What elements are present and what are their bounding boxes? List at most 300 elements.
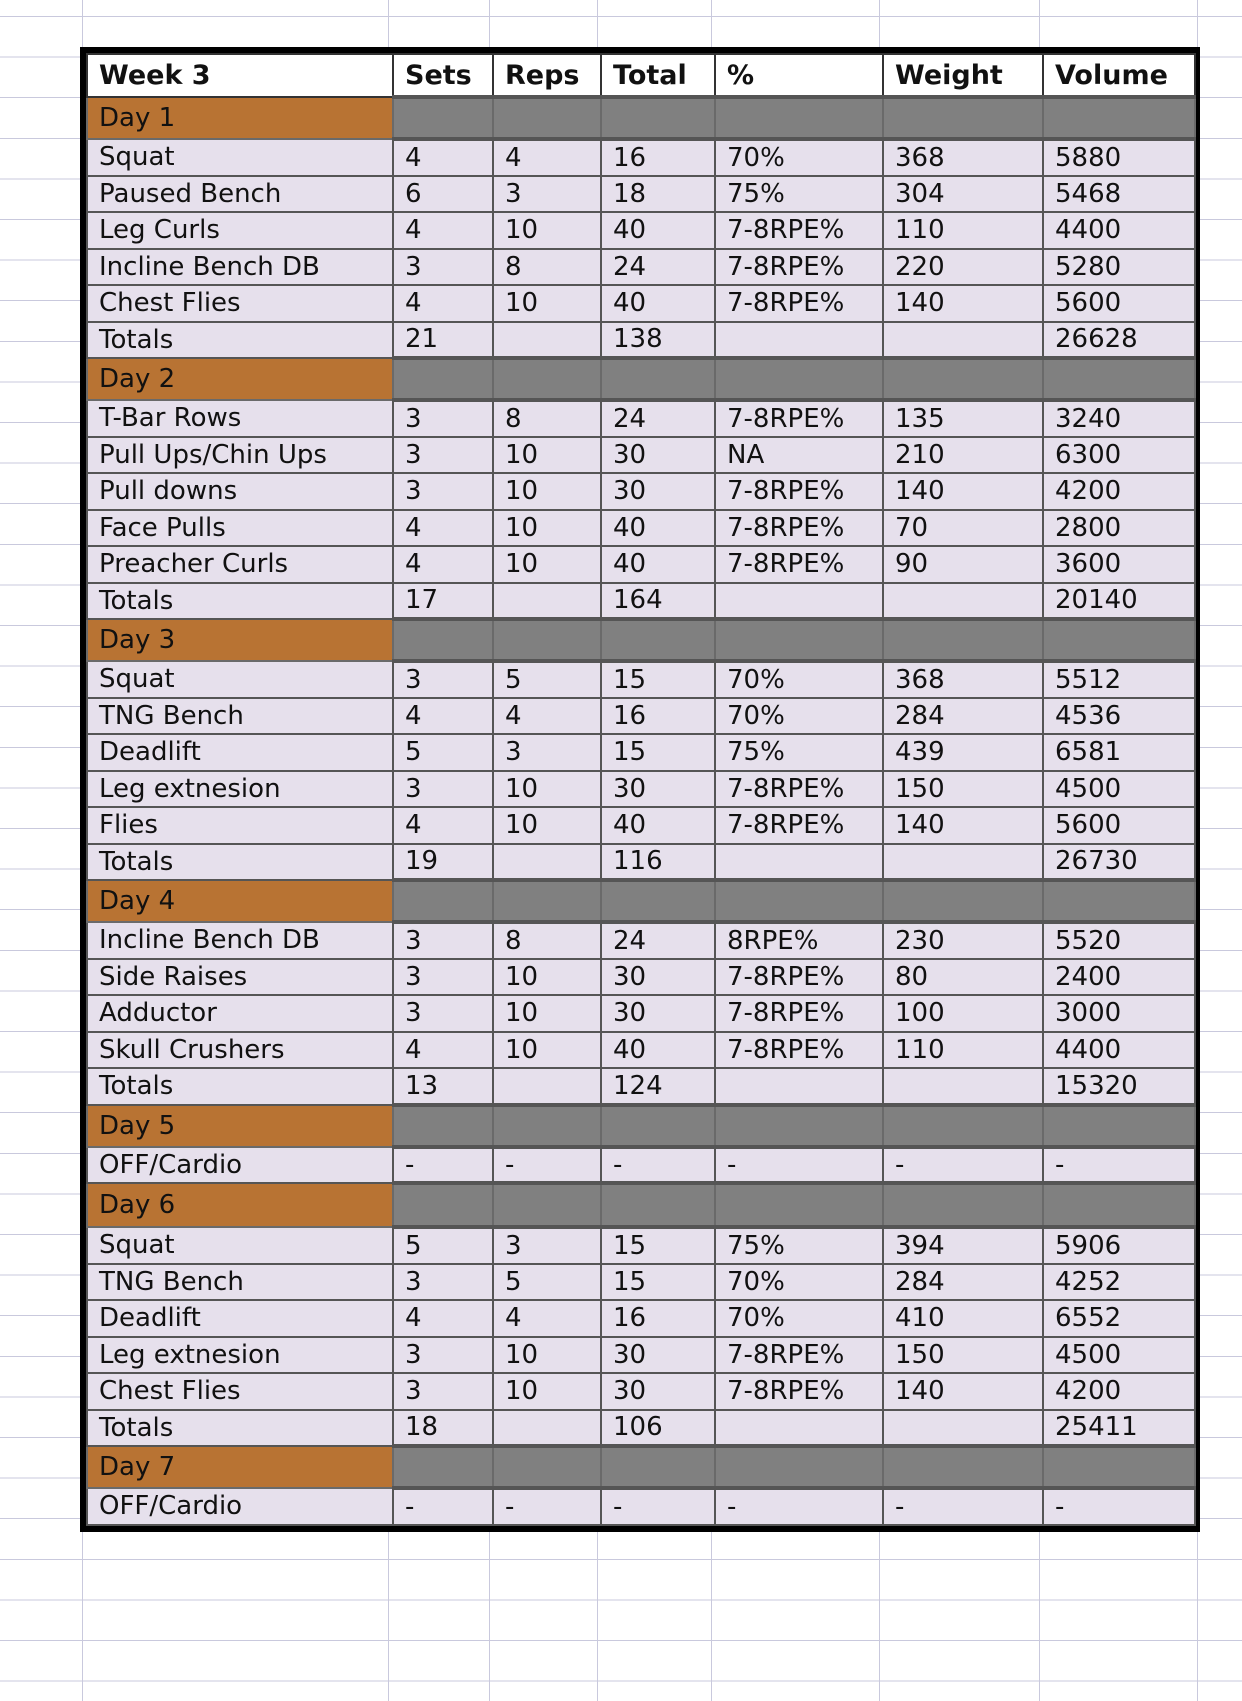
- percent-cell[interactable]: 7-8RPE%: [715, 212, 883, 249]
- table-row: [87, 1032, 1195, 1069]
- table-row: [87, 807, 1195, 844]
- day-fill-cell[interactable]: [883, 1105, 1043, 1147]
- reps-cell[interactable]: 3: [493, 1227, 601, 1264]
- table-row: [87, 1488, 1195, 1525]
- reps-cell[interactable]: [493, 583, 601, 620]
- sets-cell[interactable]: 19: [393, 844, 493, 881]
- weight-cell[interactable]: 439: [883, 734, 1043, 771]
- weight-cell[interactable]: 80: [883, 959, 1043, 996]
- percent-cell[interactable]: [715, 583, 883, 620]
- sets-cell[interactable]: 4: [393, 510, 493, 547]
- day-fill-cell[interactable]: [393, 1183, 493, 1227]
- total-cell[interactable]: 40: [601, 285, 715, 322]
- day-label[interactable]: Day 7: [87, 1446, 393, 1488]
- reps-cell[interactable]: 10: [493, 285, 601, 322]
- total-cell[interactable]: 124: [601, 1068, 715, 1105]
- day-fill-cell[interactable]: [601, 1105, 715, 1147]
- exercise-cell[interactable]: Deadlift: [87, 1300, 393, 1337]
- weight-cell[interactable]: 140: [883, 285, 1043, 322]
- header-percent[interactable]: %: [715, 54, 883, 97]
- totals-row: [87, 1410, 1195, 1447]
- percent-cell[interactable]: 7-8RPE%: [715, 400, 883, 437]
- weight-cell[interactable]: 140: [883, 473, 1043, 510]
- exercise-cell[interactable]: Totals: [87, 1068, 393, 1105]
- percent-cell[interactable]: 7-8RPE%: [715, 473, 883, 510]
- volume-cell[interactable]: 4400: [1043, 1032, 1195, 1069]
- day-fill-cell[interactable]: [883, 880, 1043, 922]
- weight-cell[interactable]: -: [883, 1488, 1043, 1525]
- total-cell[interactable]: 24: [601, 922, 715, 959]
- sets-cell[interactable]: 3: [393, 771, 493, 808]
- day-fill-cell[interactable]: [883, 1446, 1043, 1488]
- total-cell[interactable]: 30: [601, 995, 715, 1032]
- day-fill-cell[interactable]: [493, 1105, 601, 1147]
- table-row: [87, 139, 1195, 176]
- header-sets[interactable]: Sets: [393, 54, 493, 97]
- sets-cell[interactable]: 3: [393, 661, 493, 698]
- day-fill-cell[interactable]: [601, 880, 715, 922]
- exercise-cell[interactable]: Squat: [87, 139, 393, 176]
- percent-cell[interactable]: 75%: [715, 734, 883, 771]
- day-fill-cell[interactable]: [393, 97, 493, 139]
- volume-cell[interactable]: 5906: [1043, 1227, 1195, 1264]
- weight-cell[interactable]: 394: [883, 1227, 1043, 1264]
- header-weight[interactable]: Weight: [883, 54, 1043, 97]
- exercise-cell[interactable]: Side Raises: [87, 959, 393, 996]
- volume-cell[interactable]: 6552: [1043, 1300, 1195, 1337]
- volume-cell[interactable]: 3000: [1043, 995, 1195, 1032]
- day-fill-cell[interactable]: [393, 358, 493, 400]
- sets-cell[interactable]: 6: [393, 176, 493, 213]
- percent-cell[interactable]: -: [715, 1147, 883, 1184]
- total-cell[interactable]: 138: [601, 322, 715, 359]
- day-fill-cell[interactable]: [883, 358, 1043, 400]
- percent-cell[interactable]: 7-8RPE%: [715, 285, 883, 322]
- day-label[interactable]: Day 1: [87, 97, 393, 139]
- exercise-cell[interactable]: Skull Crushers: [87, 1032, 393, 1069]
- percent-cell[interactable]: 70%: [715, 661, 883, 698]
- day-fill-cell[interactable]: [715, 97, 883, 139]
- volume-cell[interactable]: 5520: [1043, 922, 1195, 959]
- table-row: [87, 661, 1195, 698]
- reps-cell[interactable]: [493, 1410, 601, 1447]
- header-volume[interactable]: Volume: [1043, 54, 1195, 97]
- exercise-cell[interactable]: Adductor: [87, 995, 393, 1032]
- day-fill-cell[interactable]: [493, 1446, 601, 1488]
- day-fill-cell[interactable]: [715, 880, 883, 922]
- total-cell[interactable]: -: [601, 1147, 715, 1184]
- volume-cell[interactable]: -: [1043, 1488, 1195, 1525]
- table-row: [87, 922, 1195, 959]
- total-cell[interactable]: 30: [601, 1373, 715, 1410]
- weight-cell[interactable]: 110: [883, 1032, 1043, 1069]
- weight-cell[interactable]: [883, 1068, 1043, 1105]
- reps-cell[interactable]: 8: [493, 400, 601, 437]
- exercise-cell[interactable]: Pull Ups/Chin Ups: [87, 437, 393, 474]
- exercise-cell[interactable]: Preacher Curls: [87, 546, 393, 583]
- reps-cell[interactable]: 10: [493, 995, 601, 1032]
- sets-cell[interactable]: 3: [393, 473, 493, 510]
- total-cell[interactable]: 15: [601, 1227, 715, 1264]
- percent-cell[interactable]: 7-8RPE%: [715, 771, 883, 808]
- volume-cell[interactable]: 26730: [1043, 844, 1195, 881]
- reps-cell[interactable]: 8: [493, 249, 601, 286]
- day-fill-cell[interactable]: [493, 880, 601, 922]
- volume-cell[interactable]: 4252: [1043, 1264, 1195, 1301]
- weight-cell[interactable]: 140: [883, 807, 1043, 844]
- table-row: [87, 1227, 1195, 1264]
- volume-cell[interactable]: 4400: [1043, 212, 1195, 249]
- volume-cell[interactable]: 4536: [1043, 698, 1195, 735]
- percent-cell[interactable]: 7-8RPE%: [715, 995, 883, 1032]
- volume-cell[interactable]: 25411: [1043, 1410, 1195, 1447]
- sets-cell[interactable]: 4: [393, 212, 493, 249]
- table-row: [87, 1300, 1195, 1337]
- weight-cell[interactable]: 230: [883, 922, 1043, 959]
- volume-cell[interactable]: 5600: [1043, 807, 1195, 844]
- total-cell[interactable]: 30: [601, 771, 715, 808]
- day-fill-cell[interactable]: [1043, 358, 1195, 400]
- reps-cell[interactable]: 10: [493, 546, 601, 583]
- percent-cell[interactable]: 7-8RPE%: [715, 546, 883, 583]
- exercise-cell[interactable]: TNG Bench: [87, 1264, 393, 1301]
- day-fill-cell[interactable]: [393, 880, 493, 922]
- total-cell[interactable]: 24: [601, 400, 715, 437]
- totals-row: [87, 583, 1195, 620]
- day-fill-cell[interactable]: [883, 97, 1043, 139]
- reps-cell[interactable]: 10: [493, 473, 601, 510]
- exercise-cell[interactable]: OFF/Cardio: [87, 1147, 393, 1184]
- volume-cell[interactable]: 5512: [1043, 661, 1195, 698]
- table-row: [87, 400, 1195, 437]
- weight-cell[interactable]: 284: [883, 698, 1043, 735]
- volume-cell[interactable]: 6300: [1043, 437, 1195, 474]
- volume-cell[interactable]: 2800: [1043, 510, 1195, 547]
- total-cell[interactable]: 40: [601, 807, 715, 844]
- reps-cell[interactable]: 4: [493, 698, 601, 735]
- table-row: [87, 510, 1195, 547]
- reps-cell[interactable]: 10: [493, 959, 601, 996]
- reps-cell[interactable]: 5: [493, 1264, 601, 1301]
- sets-cell[interactable]: 5: [393, 1227, 493, 1264]
- table-row: [87, 734, 1195, 771]
- exercise-cell[interactable]: Squat: [87, 661, 393, 698]
- day-label[interactable]: Day 5: [87, 1105, 393, 1147]
- exercise-cell[interactable]: Deadlift: [87, 734, 393, 771]
- exercise-cell[interactable]: Leg Curls: [87, 212, 393, 249]
- weight-cell[interactable]: 368: [883, 139, 1043, 176]
- total-cell[interactable]: 16: [601, 139, 715, 176]
- sets-cell[interactable]: 3: [393, 249, 493, 286]
- volume-cell[interactable]: 4500: [1043, 1337, 1195, 1374]
- day-label[interactable]: Day 6: [87, 1183, 393, 1227]
- sets-cell[interactable]: 21: [393, 322, 493, 359]
- weight-cell[interactable]: 210: [883, 437, 1043, 474]
- weight-cell[interactable]: [883, 844, 1043, 881]
- day-fill-cell[interactable]: [715, 619, 883, 661]
- reps-cell[interactable]: 3: [493, 734, 601, 771]
- sets-cell[interactable]: 3: [393, 1264, 493, 1301]
- reps-cell[interactable]: 5: [493, 661, 601, 698]
- total-cell[interactable]: 18: [601, 176, 715, 213]
- percent-cell[interactable]: 75%: [715, 176, 883, 213]
- volume-cell[interactable]: 3600: [1043, 546, 1195, 583]
- weight-cell[interactable]: 220: [883, 249, 1043, 286]
- weight-cell[interactable]: 304: [883, 176, 1043, 213]
- weight-cell[interactable]: 90: [883, 546, 1043, 583]
- day-fill-cell[interactable]: [883, 1183, 1043, 1227]
- percent-cell[interactable]: 7-8RPE%: [715, 1337, 883, 1374]
- sets-cell[interactable]: 4: [393, 1300, 493, 1337]
- header-total[interactable]: Total: [601, 54, 715, 97]
- day-fill-cell[interactable]: [601, 1446, 715, 1488]
- sets-cell[interactable]: 3: [393, 922, 493, 959]
- exercise-cell[interactable]: Flies: [87, 807, 393, 844]
- volume-cell[interactable]: 5280: [1043, 249, 1195, 286]
- week-3-workout-table: [86, 53, 1196, 1526]
- total-cell[interactable]: 106: [601, 1410, 715, 1447]
- reps-cell[interactable]: [493, 322, 601, 359]
- sets-cell[interactable]: 4: [393, 546, 493, 583]
- percent-cell[interactable]: 70%: [715, 1264, 883, 1301]
- exercise-cell[interactable]: Totals: [87, 583, 393, 620]
- day-fill-cell[interactable]: [393, 1446, 493, 1488]
- exercise-cell[interactable]: Incline Bench DB: [87, 249, 393, 286]
- percent-cell[interactable]: 8RPE%: [715, 922, 883, 959]
- sets-cell[interactable]: 5: [393, 734, 493, 771]
- exercise-cell[interactable]: Totals: [87, 1410, 393, 1447]
- table-row: [87, 176, 1195, 213]
- weight-cell[interactable]: 150: [883, 1337, 1043, 1374]
- percent-cell[interactable]: 7-8RPE%: [715, 510, 883, 547]
- table-row: [87, 285, 1195, 322]
- day-fill-cell[interactable]: [1043, 1183, 1195, 1227]
- reps-cell[interactable]: 10: [493, 437, 601, 474]
- total-cell[interactable]: 15: [601, 661, 715, 698]
- percent-cell[interactable]: 7-8RPE%: [715, 807, 883, 844]
- weight-cell[interactable]: [883, 322, 1043, 359]
- sets-cell[interactable]: -: [393, 1147, 493, 1184]
- day-fill-cell[interactable]: [1043, 1105, 1195, 1147]
- exercise-cell[interactable]: Paused Bench: [87, 176, 393, 213]
- total-cell[interactable]: 30: [601, 437, 715, 474]
- total-cell[interactable]: 30: [601, 959, 715, 996]
- percent-cell[interactable]: 7-8RPE%: [715, 959, 883, 996]
- exercise-cell[interactable]: Incline Bench DB: [87, 922, 393, 959]
- total-cell[interactable]: 15: [601, 734, 715, 771]
- total-cell[interactable]: 30: [601, 1337, 715, 1374]
- exercise-cell[interactable]: OFF/Cardio: [87, 1488, 393, 1525]
- percent-cell[interactable]: 7-8RPE%: [715, 249, 883, 286]
- reps-cell[interactable]: 10: [493, 510, 601, 547]
- exercise-cell[interactable]: Totals: [87, 322, 393, 359]
- reps-cell[interactable]: -: [493, 1147, 601, 1184]
- weight-cell[interactable]: 70: [883, 510, 1043, 547]
- reps-cell[interactable]: 10: [493, 807, 601, 844]
- weight-cell[interactable]: [883, 1410, 1043, 1447]
- total-cell[interactable]: 40: [601, 510, 715, 547]
- sets-cell[interactable]: 18: [393, 1410, 493, 1447]
- table-row: [87, 771, 1195, 808]
- day-fill-cell[interactable]: [601, 1183, 715, 1227]
- header-row: [87, 54, 1195, 97]
- sets-cell[interactable]: 3: [393, 995, 493, 1032]
- sets-cell[interactable]: -: [393, 1488, 493, 1525]
- volume-cell[interactable]: 3240: [1043, 400, 1195, 437]
- exercise-cell[interactable]: TNG Bench: [87, 698, 393, 735]
- sets-cell[interactable]: 3: [393, 1373, 493, 1410]
- volume-cell[interactable]: 5600: [1043, 285, 1195, 322]
- total-cell[interactable]: 40: [601, 1032, 715, 1069]
- day-fill-cell[interactable]: [715, 1446, 883, 1488]
- day-label[interactable]: Day 2: [87, 358, 393, 400]
- exercise-cell[interactable]: T-Bar Rows: [87, 400, 393, 437]
- day-header-row: [87, 1183, 1195, 1227]
- percent-cell[interactable]: NA: [715, 437, 883, 474]
- exercise-cell[interactable]: Totals: [87, 844, 393, 881]
- weight-cell[interactable]: 110: [883, 212, 1043, 249]
- percent-cell[interactable]: 70%: [715, 139, 883, 176]
- percent-cell[interactable]: 75%: [715, 1227, 883, 1264]
- sets-cell[interactable]: 4: [393, 1032, 493, 1069]
- weight-cell[interactable]: [883, 583, 1043, 620]
- percent-cell[interactable]: 70%: [715, 698, 883, 735]
- header-reps[interactable]: Reps: [493, 54, 601, 97]
- exercise-cell[interactable]: Chest Flies: [87, 1373, 393, 1410]
- exercise-cell[interactable]: Squat: [87, 1227, 393, 1264]
- table-row: [87, 212, 1195, 249]
- sets-cell[interactable]: 3: [393, 437, 493, 474]
- day-header-row: [87, 1105, 1195, 1147]
- sets-cell[interactable]: 13: [393, 1068, 493, 1105]
- sets-cell[interactable]: 3: [393, 1337, 493, 1374]
- exercise-cell[interactable]: Face Pulls: [87, 510, 393, 547]
- total-cell[interactable]: 40: [601, 212, 715, 249]
- day-fill-cell[interactable]: [493, 358, 601, 400]
- volume-cell[interactable]: 5880: [1043, 139, 1195, 176]
- day-fill-cell[interactable]: [493, 97, 601, 139]
- sets-cell[interactable]: 4: [393, 139, 493, 176]
- header-week[interactable]: Week 3: [87, 54, 393, 97]
- weight-cell[interactable]: 135: [883, 400, 1043, 437]
- day-label[interactable]: Day 3: [87, 619, 393, 661]
- day-label[interactable]: Day 4: [87, 880, 393, 922]
- reps-cell[interactable]: 10: [493, 1337, 601, 1374]
- total-cell[interactable]: -: [601, 1488, 715, 1525]
- day-fill-cell[interactable]: [715, 1183, 883, 1227]
- sets-cell[interactable]: 3: [393, 959, 493, 996]
- volume-cell[interactable]: 15320: [1043, 1068, 1195, 1105]
- volume-cell[interactable]: 5468: [1043, 176, 1195, 213]
- exercise-cell[interactable]: Chest Flies: [87, 285, 393, 322]
- total-cell[interactable]: 30: [601, 473, 715, 510]
- reps-cell[interactable]: 8: [493, 922, 601, 959]
- percent-cell[interactable]: [715, 1068, 883, 1105]
- reps-cell[interactable]: 10: [493, 1373, 601, 1410]
- table-row: [87, 1337, 1195, 1374]
- day-header-row: [87, 619, 1195, 661]
- volume-cell[interactable]: 4500: [1043, 771, 1195, 808]
- percent-cell[interactable]: [715, 322, 883, 359]
- day-fill-cell[interactable]: [393, 619, 493, 661]
- total-cell[interactable]: 15: [601, 1264, 715, 1301]
- reps-cell[interactable]: [493, 844, 601, 881]
- day-fill-cell[interactable]: [1043, 1446, 1195, 1488]
- day-fill-cell[interactable]: [601, 97, 715, 139]
- day-fill-cell[interactable]: [493, 619, 601, 661]
- weight-cell[interactable]: 410: [883, 1300, 1043, 1337]
- volume-cell[interactable]: 6581: [1043, 734, 1195, 771]
- sets-cell[interactable]: 4: [393, 807, 493, 844]
- table-row: [87, 1264, 1195, 1301]
- reps-cell[interactable]: 10: [493, 1032, 601, 1069]
- percent-cell[interactable]: [715, 1410, 883, 1447]
- day-fill-cell[interactable]: [1043, 619, 1195, 661]
- total-cell[interactable]: 16: [601, 1300, 715, 1337]
- sets-cell[interactable]: 4: [393, 698, 493, 735]
- volume-cell[interactable]: -: [1043, 1147, 1195, 1184]
- percent-cell[interactable]: [715, 844, 883, 881]
- reps-cell[interactable]: [493, 1068, 601, 1105]
- weight-cell[interactable]: -: [883, 1147, 1043, 1184]
- volume-cell[interactable]: 4200: [1043, 1373, 1195, 1410]
- percent-cell[interactable]: -: [715, 1488, 883, 1525]
- percent-cell[interactable]: 7-8RPE%: [715, 1032, 883, 1069]
- total-cell[interactable]: 16: [601, 698, 715, 735]
- day-header-row: [87, 880, 1195, 922]
- day-fill-cell[interactable]: [1043, 97, 1195, 139]
- sets-cell[interactable]: 4: [393, 285, 493, 322]
- day-fill-cell[interactable]: [601, 619, 715, 661]
- reps-cell[interactable]: -: [493, 1488, 601, 1525]
- total-cell[interactable]: 40: [601, 546, 715, 583]
- exercise-cell[interactable]: Leg extnesion: [87, 1337, 393, 1374]
- table-row: [87, 959, 1195, 996]
- day-fill-cell[interactable]: [715, 1105, 883, 1147]
- total-cell[interactable]: 164: [601, 583, 715, 620]
- reps-cell[interactable]: 10: [493, 212, 601, 249]
- weight-cell[interactable]: 140: [883, 1373, 1043, 1410]
- percent-cell[interactable]: 70%: [715, 1300, 883, 1337]
- sets-cell[interactable]: 17: [393, 583, 493, 620]
- day-fill-cell[interactable]: [601, 358, 715, 400]
- total-cell[interactable]: 116: [601, 844, 715, 881]
- volume-cell[interactable]: 2400: [1043, 959, 1195, 996]
- weight-cell[interactable]: 368: [883, 661, 1043, 698]
- reps-cell[interactable]: 4: [493, 1300, 601, 1337]
- exercise-cell[interactable]: Pull downs: [87, 473, 393, 510]
- day-fill-cell[interactable]: [493, 1183, 601, 1227]
- table-row: [87, 437, 1195, 474]
- weight-cell[interactable]: 100: [883, 995, 1043, 1032]
- reps-cell[interactable]: 10: [493, 771, 601, 808]
- percent-cell[interactable]: 7-8RPE%: [715, 1373, 883, 1410]
- reps-cell[interactable]: 4: [493, 139, 601, 176]
- volume-cell[interactable]: 20140: [1043, 583, 1195, 620]
- weight-cell[interactable]: 284: [883, 1264, 1043, 1301]
- total-cell[interactable]: 24: [601, 249, 715, 286]
- day-fill-cell[interactable]: [883, 619, 1043, 661]
- weight-cell[interactable]: 150: [883, 771, 1043, 808]
- sets-cell[interactable]: 3: [393, 400, 493, 437]
- day-fill-cell[interactable]: [1043, 880, 1195, 922]
- volume-cell[interactable]: 26628: [1043, 322, 1195, 359]
- reps-cell[interactable]: 3: [493, 176, 601, 213]
- exercise-cell[interactable]: Leg extnesion: [87, 771, 393, 808]
- volume-cell[interactable]: 4200: [1043, 473, 1195, 510]
- day-fill-cell[interactable]: [715, 358, 883, 400]
- day-fill-cell[interactable]: [393, 1105, 493, 1147]
